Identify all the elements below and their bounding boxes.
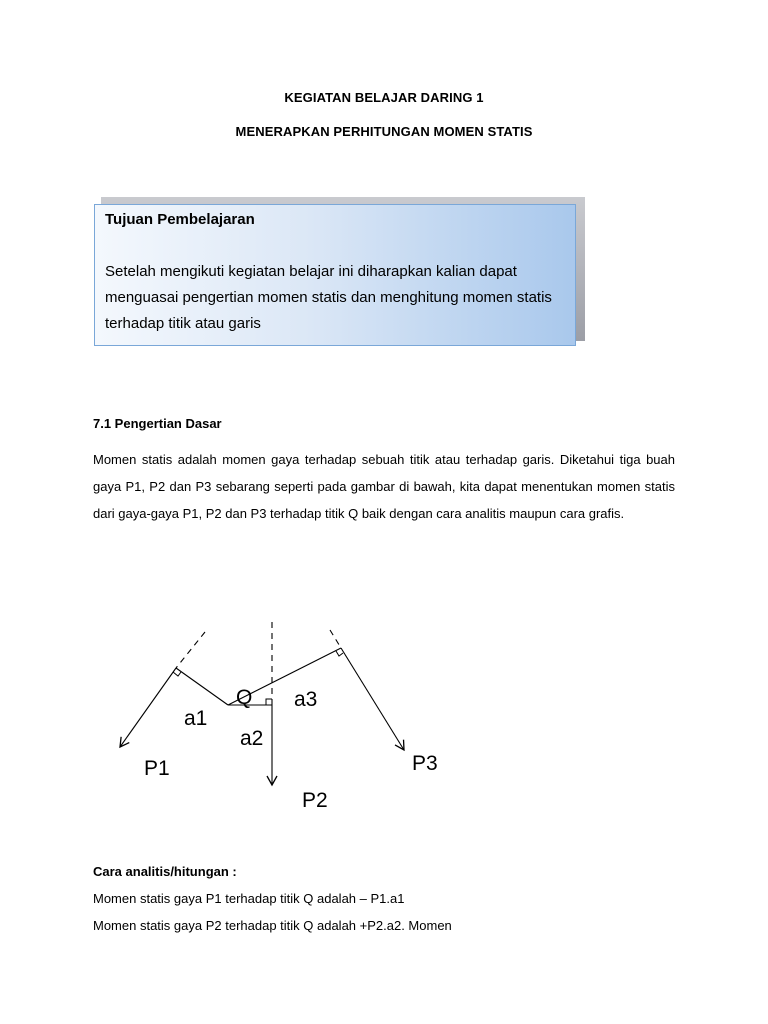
objective-box xyxy=(94,204,576,346)
arm-a1 xyxy=(176,668,228,705)
objective-heading: Tujuan Pembelajaran xyxy=(105,211,255,228)
p1-arrow xyxy=(120,668,176,747)
objective-text: Setelah mengikuti kegiatan belajar ini diharapkan kalian dapat menguasai pengertian momen statis dan menghitung momen statis terhadap titik atau garis xyxy=(105,263,552,332)
label-a1: a1 xyxy=(184,707,208,730)
analysis-line-1: Momen statis gaya P1 terhadap titik Q adalah – P1.a1 xyxy=(93,891,405,906)
document-subtitle: MENERAPKAN PERHITUNGAN MOMEN STATIS xyxy=(235,124,533,139)
document-title: KEGIATAN BELAJAR DARING 1 xyxy=(284,90,484,105)
analysis-line-2: Momen statis gaya P2 terhadap titik Q adalah +P2.a2. Momen xyxy=(93,918,452,933)
p1-dashed-line xyxy=(176,632,205,668)
label-a3: a3 xyxy=(294,688,318,711)
force-diagram xyxy=(0,600,768,830)
p3-dashed-line xyxy=(330,630,341,648)
p3-arrow xyxy=(341,648,404,750)
right-angle-a2 xyxy=(266,699,272,705)
label-p2: P2 xyxy=(302,789,328,812)
section-paragraph: Momen statis adalah momen gaya terhadap sebuah titik atau terhadap garis. Diketahui tiga buah gaya P1, P2 dan P3 sebarang seperti pada gambar di bawah, kita dapat menentukan momen statis dari gaya-gaya P1, P2 dan P3 terhadap titik Q baik dengan cara analitis maupun cara grafis. xyxy=(93,452,675,521)
section-heading: 7.1 Pengertian Dasar xyxy=(93,416,222,431)
right-angle-a3 xyxy=(336,651,343,656)
label-q: Q xyxy=(236,686,253,709)
label-p1: P1 xyxy=(144,757,170,780)
label-p3: P3 xyxy=(412,752,438,775)
label-a2: a2 xyxy=(240,727,264,750)
right-angle-a1 xyxy=(173,672,181,676)
analysis-heading: Cara analitis/hitungan : xyxy=(93,864,237,879)
